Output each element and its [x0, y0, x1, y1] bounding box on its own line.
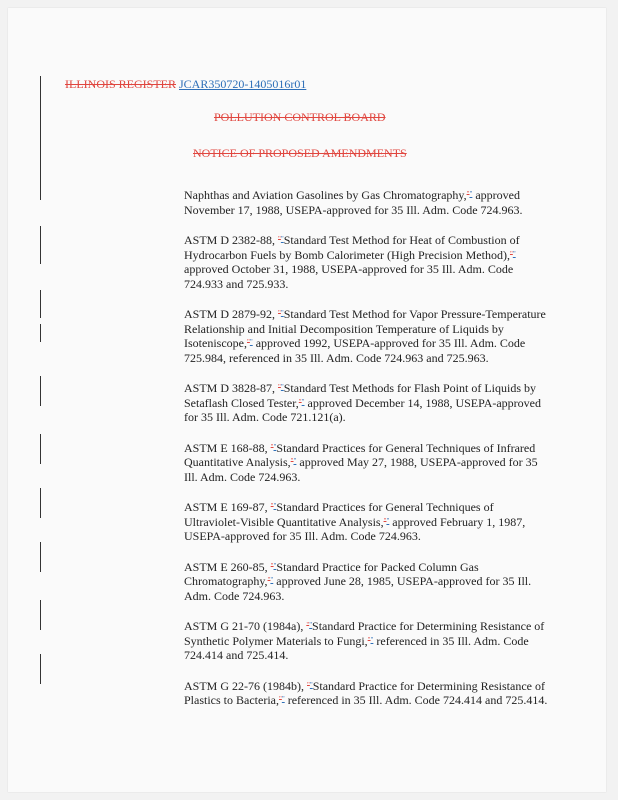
- struck-quote-mark: ": [278, 383, 281, 391]
- inserted-quote-mark: ": [512, 249, 516, 258]
- reference-entry: [184, 441, 549, 485]
- reference-entry: [184, 619, 549, 663]
- reference-entry: [184, 307, 549, 365]
- struck-quote-mark: ": [307, 680, 310, 689]
- standard-title: Naphthas and Aviation Gasolines by Gas Chromatography,: [184, 188, 467, 202]
- approval-note: referenced in 35 Ill. Adm. Code 724.414 and 725.414.: [284, 693, 548, 707]
- board-heading: POLLUTION CONTROL BOARD: [214, 110, 386, 124]
- inserted-quote-mark: ": [370, 635, 374, 644]
- reference-entry: [184, 188, 549, 217]
- revision-bar: [40, 542, 41, 572]
- notice-heading: NOTICE OF PROPOSED AMENDMENTS: [193, 146, 407, 160]
- inserted-quote-mark: ": [273, 442, 277, 451]
- standard-id: ASTM E 168-88,: [184, 440, 271, 455]
- inserted-quote-mark: ": [309, 680, 313, 689]
- struck-quote-mark: ": [270, 502, 274, 510]
- revision-bar: [40, 488, 41, 518]
- struck-quote-mark: ": [278, 695, 282, 703]
- struck-quote-mark: ": [278, 309, 281, 317]
- inserted-quote-mark: ": [280, 235, 284, 243]
- standard-title: Standard Test Methods for Flash Point of Liquids by Setaflash Closed Tester,: [184, 381, 536, 410]
- standard-id: ASTM D 3828-87,: [184, 381, 279, 395]
- standard-id: ASTM E 260-85,: [184, 559, 271, 574]
- struck-quote-mark: ": [267, 576, 271, 584]
- register-struck-text: ILLINOIS REGISTER: [65, 77, 176, 91]
- revision-bar: [40, 324, 41, 342]
- reference-entry: [184, 500, 549, 544]
- inserted-quote-mark: ": [249, 338, 253, 346]
- inserted-quote-mark: ": [280, 383, 284, 391]
- inserted-quote-mark: ": [273, 502, 277, 510]
- revision-bar: [40, 290, 41, 318]
- inserted-quote-mark: ": [280, 309, 284, 317]
- standard-title: Standard Practice for Determining Resistance of Synthetic Polymer Materials to Fungi,: [184, 619, 545, 648]
- revision-bar: [40, 600, 41, 630]
- inserted-quote-mark: ": [386, 516, 390, 525]
- standard-title: Standard Practices for General Techniques of Infrared Quantitative Analysis,: [184, 440, 536, 469]
- struck-quote-mark: ": [298, 397, 302, 406]
- struck-quote-mark: ": [466, 190, 470, 198]
- revision-bar: [40, 434, 41, 464]
- inserted-quote-mark: ": [469, 190, 473, 198]
- register-inserted-link[interactable]: JCAR350720-1405016r01: [179, 77, 307, 91]
- approval-note: approved June 28, 1985, USEPA-approved for 35 Ill. Adm. Code 724.963.: [184, 574, 532, 603]
- struck-quote-mark: ": [383, 516, 387, 525]
- struck-quote-mark: ": [367, 635, 371, 644]
- approval-note: referenced in 35 Ill. Adm. Code 724.414 and 725.414.: [184, 633, 529, 662]
- inserted-quote-mark: ": [281, 695, 285, 703]
- reference-entry: [184, 679, 549, 708]
- standard-title: Standard Test Method for Vapor Pressure-Temperature Relationship and Initial Decomposition Temperature of Liquids by Isoteniscope,: [184, 307, 546, 350]
- standard-id: ASTM G 22-76 (1984b),: [184, 678, 307, 693]
- inserted-quote-mark: ": [293, 457, 297, 465]
- standard-id: ASTM D 2382-88,: [184, 233, 279, 247]
- struck-quote-mark: ": [270, 442, 274, 451]
- standard-title: Standard Practice for Packed Column Gas Chromatography,: [184, 559, 479, 588]
- struck-quote-mark: ": [306, 621, 310, 629]
- inserted-quote-mark: ": [273, 561, 277, 570]
- reference-entry: [184, 381, 549, 425]
- standard-title: Standard Practice for Determining Resistance of Plastics to Bacteria,: [184, 678, 545, 707]
- inserted-quote-mark: ": [301, 397, 305, 406]
- approval-note: approved May 27, 1988, USEPA-approved for 35 Ill. Adm. Code 724.963.: [184, 455, 538, 484]
- approval-note: approved December 14, 1988, USEPA-approved for 35 Ill. Adm. Code 721.121(a).: [184, 395, 542, 424]
- approval-note: approved October 31, 1988, USEPA-approved for 35 Ill. Adm. Code 724.933 and 725.933.: [184, 262, 514, 291]
- struck-quote-mark: ": [270, 561, 274, 570]
- standard-title: Standard Practices for General Techniques of Ultraviolet-Visible Quantitative Analysis,: [184, 500, 494, 529]
- revision-bar: [40, 226, 41, 264]
- register-header: [65, 77, 306, 91]
- revision-bar: [40, 654, 41, 684]
- struck-quote-mark: ": [509, 249, 513, 258]
- revision-bar: [40, 76, 41, 200]
- document-page: [8, 8, 606, 792]
- reference-entry: [184, 560, 549, 604]
- standard-id: ASTM D 2879-92,: [184, 307, 279, 321]
- standard-title: Standard Test Method for Heat of Combustion of Hydrocarbon Fuels by Bomb Calorimeter (High Precision Method),: [184, 233, 520, 262]
- inserted-quote-mark: ": [309, 621, 313, 629]
- struck-quote-mark: ": [290, 457, 294, 465]
- approval-note: approved 1992, USEPA-approved for 35 Ill. Adm. Code 725.984, referenced in 35 Ill. Adm. Code 724.963 and 725.963.: [184, 336, 526, 365]
- standard-id: ASTM G 21-70 (1984a),: [184, 619, 307, 633]
- approval-note: approved November 17, 1988, USEPA-approved for 35 Ill. Adm. Code 724.963.: [184, 188, 523, 217]
- reference-entry: [184, 233, 549, 291]
- struck-quote-mark: ": [278, 235, 281, 243]
- approval-note: approved February 1, 1987, USEPA-approved for 35 Ill. Adm. Code 724.963.: [184, 514, 526, 543]
- inserted-quote-mark: ": [270, 576, 274, 584]
- struck-quote-mark: ": [246, 338, 250, 346]
- standard-id: ASTM E 169-87,: [184, 500, 271, 514]
- revision-bar: [40, 376, 41, 406]
- reference-list: [184, 188, 549, 724]
